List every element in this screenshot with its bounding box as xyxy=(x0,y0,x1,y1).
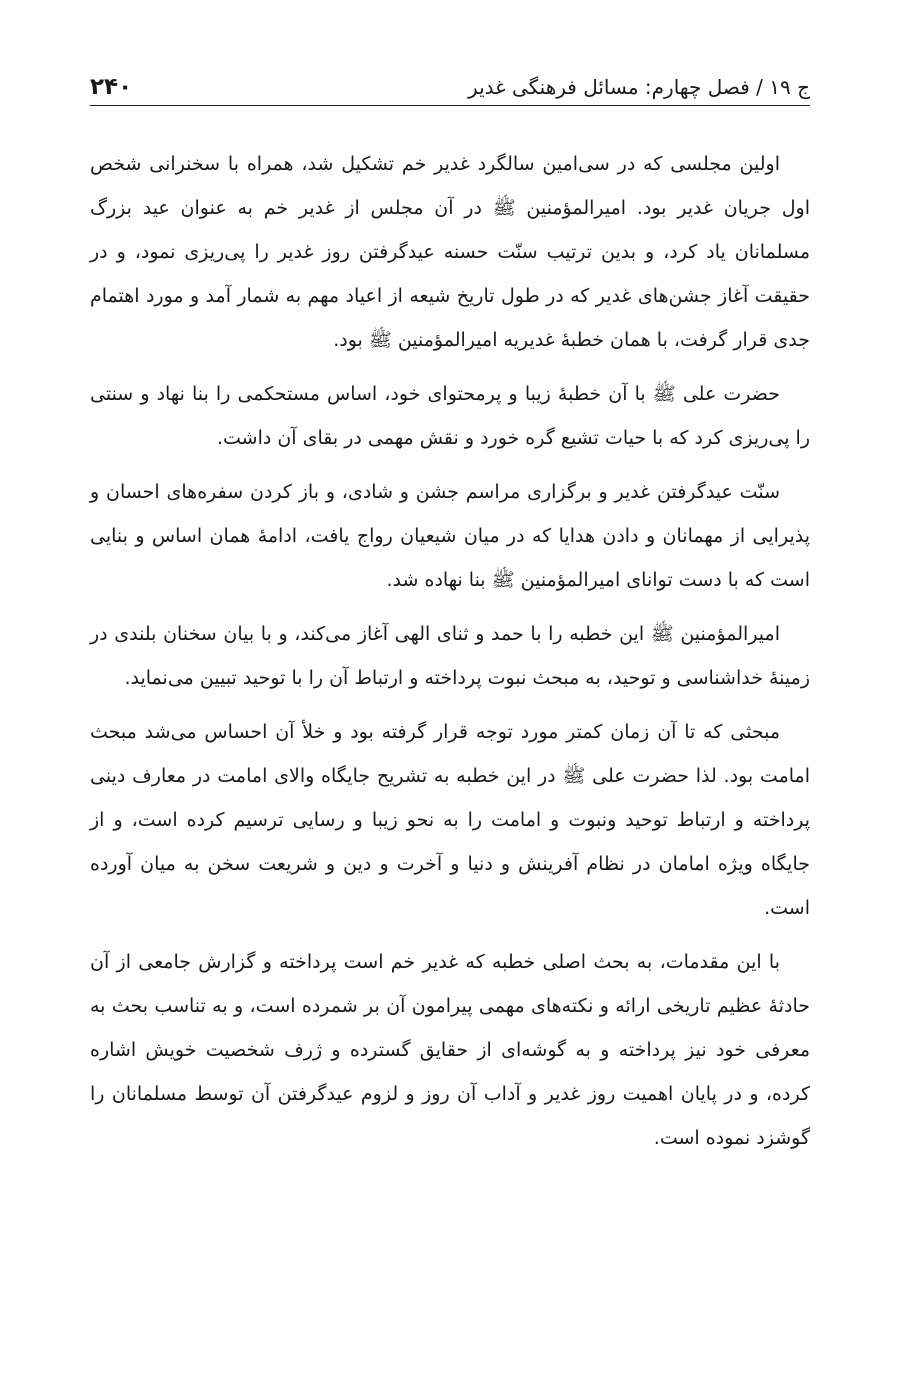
running-header-title: ج ۱۹ / فصل چهارم: مسائل فرهنگی غدیر xyxy=(468,75,810,99)
paragraph: حضرت علی ﷺ با آن خطبهٔ زیبا و پرمحتوای خود، اساس مستحکمی را بنا نهاد و سنتی را پی‌ریزی کرد که با حیات تشیع گره خورد و نقش مهمی در بقای آن داشت. xyxy=(90,383,810,449)
paragraph: امیرالمؤمنین ﷺ این خطبه را با حمد و ثنای الهی آغاز می‌کند، و با بیان سخنان بلندی در زمینهٔ خداشناسی و توحید، به مبحث نبوت پرداخته و ارتباط آن را با توحید تبیین می‌نماید. xyxy=(90,623,810,689)
paragraph: با این مقدمات، به بحث اصلی خطبه که غدیر خم است پرداخته و گزارش جامعی از آن حادثهٔ عظیم تاریخی ارائه و نکته‌های مهمی پیرامون آن بر شمرده است، و به تناسب بحث به معرفی خود نیز پرداخته و به گوشه‌ای از حقایق گسترده و ژرف شخصیت خویش اشاره کرده، و در پایان اهمیت روز غدیر و آداب آن روز و لزوم عیدگرفتن آن توسط مسلمانان را گوشزد نموده است. xyxy=(90,951,810,1149)
body-text xyxy=(90,142,810,1160)
page-number: ۲۴۰ xyxy=(90,74,133,100)
paragraph: اولین مجلسی که در سی‌امین سالگرد غدیر خم تشکیل شد، همراه با سخنرانی شخص اول جریان غدیر بود. امیرالمؤمنین ﷺ در آن مجلس از غدیر خم به عنوان عید بزرگ مسلمانان یاد کرد، و بدین ترتیب سنّت حسنه عیدگرفتن روز غدیر را پی‌ریزی نمود، و در حقیقت آغاز جشن‌های غدیر که در طول تاریخ شیعه از اعیاد مهم به شمار آمد و مورد اهتمام جدی قرار گرفت، با همان خطبهٔ غدیریه امیرالمؤمنین ﷺ بود. xyxy=(90,153,810,351)
paragraph: مبحثی که تا آن زمان کمتر مورد توجه قرار گرفته بود و خلأ آن احساس می‌شد مبحث امامت بود. لذا حضرت علی ﷺ در این خطبه به تشریح جایگاه والای امامت در معارف دینی پرداخته و ارتباط توحید ونبوت و امامت را به نحو زیبا و رسایی ترسیم کرده است، و از جایگاه ویژه امامان در نظام آفرینش و دنیا و آخرت و دین و شریعت سخن به میان آورده است. xyxy=(90,721,810,919)
paragraph: سنّت عیدگرفتن غدیر و برگزاری مراسم جشن و شادی، و باز کردن سفره‌های احسان و پذیرایی از مهمانان و دادن هدایا که در میان شیعیان رواج یافت، ادامهٔ همان اساس و بنایی است که با دست توانای امیرالمؤمنین ﷺ بنا نهاده شد. xyxy=(90,481,810,591)
running-header xyxy=(90,60,810,106)
book-page xyxy=(90,60,810,1170)
